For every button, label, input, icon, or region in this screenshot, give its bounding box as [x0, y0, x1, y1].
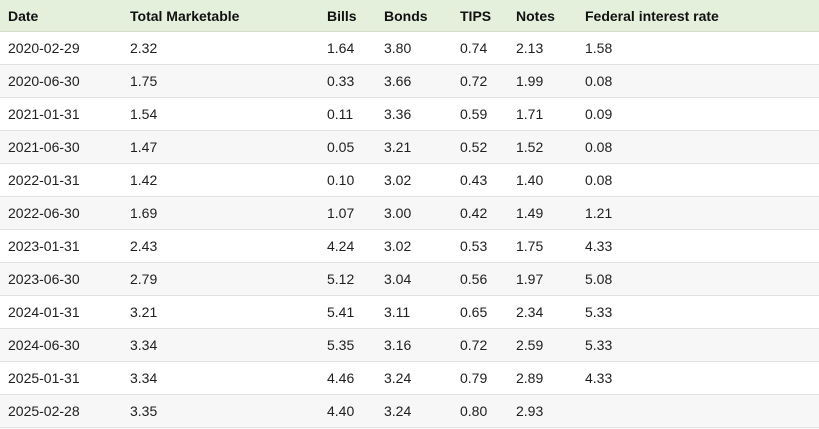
table-row [0, 32, 819, 65]
table-row [0, 65, 819, 98]
value-cell: 1.47 [122, 131, 319, 164]
value-cell: 4.46 [319, 362, 376, 395]
value-cell: 0.09 [577, 98, 819, 131]
value-cell: 1.71 [508, 98, 577, 131]
value-cell: 1.07 [319, 197, 376, 230]
date-cell: 2025-01-31 [0, 362, 122, 395]
value-cell: 1.21 [577, 197, 819, 230]
value-cell: 3.24 [376, 362, 452, 395]
value-cell: 3.80 [376, 32, 452, 65]
table-header [0, 0, 819, 32]
value-cell: 3.36 [376, 98, 452, 131]
value-cell: 2.34 [508, 296, 577, 329]
value-cell: 0.56 [452, 263, 508, 296]
value-cell: 0.08 [577, 164, 819, 197]
column-header-date: Date [0, 0, 122, 32]
date-cell: 2022-06-30 [0, 197, 122, 230]
value-cell: 1.52 [508, 131, 577, 164]
value-cell: 4.40 [319, 395, 376, 428]
table-row [0, 296, 819, 329]
date-cell: 2024-01-31 [0, 296, 122, 329]
value-cell: 3.02 [376, 164, 452, 197]
value-cell: 2.89 [508, 362, 577, 395]
value-cell [577, 395, 819, 428]
column-header-bills: Bills [319, 0, 376, 32]
table-body [0, 32, 819, 428]
value-cell: 0.80 [452, 395, 508, 428]
table-row [0, 164, 819, 197]
value-cell: 5.33 [577, 296, 819, 329]
table-row [0, 263, 819, 296]
value-cell: 2.79 [122, 263, 319, 296]
table-row [0, 131, 819, 164]
value-cell: 1.49 [508, 197, 577, 230]
date-cell: 2020-06-30 [0, 65, 122, 98]
value-cell: 3.24 [376, 395, 452, 428]
column-header-tips: TIPS [452, 0, 508, 32]
value-cell: 2.13 [508, 32, 577, 65]
value-cell: 1.58 [577, 32, 819, 65]
value-cell: 0.65 [452, 296, 508, 329]
value-cell: 3.21 [122, 296, 319, 329]
value-cell: 1.99 [508, 65, 577, 98]
table-row [0, 230, 819, 263]
value-cell: 1.64 [319, 32, 376, 65]
value-cell: 5.33 [577, 329, 819, 362]
value-cell: 0.52 [452, 131, 508, 164]
value-cell: 3.34 [122, 362, 319, 395]
date-cell: 2024-06-30 [0, 329, 122, 362]
value-cell: 2.93 [508, 395, 577, 428]
value-cell: 0.08 [577, 131, 819, 164]
table-header-row [0, 0, 819, 32]
value-cell: 1.42 [122, 164, 319, 197]
value-cell: 3.11 [376, 296, 452, 329]
value-cell: 3.34 [122, 329, 319, 362]
value-cell: 4.24 [319, 230, 376, 263]
value-cell: 0.08 [577, 65, 819, 98]
value-cell: 2.59 [508, 329, 577, 362]
date-cell: 2020-02-29 [0, 32, 122, 65]
value-cell: 1.75 [122, 65, 319, 98]
date-cell: 2021-01-31 [0, 98, 122, 131]
date-cell: 2023-01-31 [0, 230, 122, 263]
table-row [0, 98, 819, 131]
table-row [0, 362, 819, 395]
value-cell: 0.05 [319, 131, 376, 164]
date-cell: 2025-02-28 [0, 395, 122, 428]
value-cell: 0.10 [319, 164, 376, 197]
value-cell: 4.33 [577, 362, 819, 395]
value-cell: 4.33 [577, 230, 819, 263]
column-header-bonds: Bonds [376, 0, 452, 32]
value-cell: 5.08 [577, 263, 819, 296]
date-cell: 2023-06-30 [0, 263, 122, 296]
value-cell: 3.35 [122, 395, 319, 428]
value-cell: 1.40 [508, 164, 577, 197]
value-cell: 0.33 [319, 65, 376, 98]
value-cell: 5.41 [319, 296, 376, 329]
value-cell: 2.32 [122, 32, 319, 65]
column-header-notes: Notes [508, 0, 577, 32]
column-header-federal-interest-rate: Federal interest rate [577, 0, 819, 32]
value-cell: 0.42 [452, 197, 508, 230]
value-cell: 3.21 [376, 131, 452, 164]
table-row [0, 395, 819, 428]
value-cell: 3.02 [376, 230, 452, 263]
value-cell: 1.75 [508, 230, 577, 263]
value-cell: 0.53 [452, 230, 508, 263]
value-cell: 2.43 [122, 230, 319, 263]
table-row [0, 329, 819, 362]
value-cell: 3.00 [376, 197, 452, 230]
table-row [0, 197, 819, 230]
value-cell: 0.74 [452, 32, 508, 65]
value-cell: 3.66 [376, 65, 452, 98]
value-cell: 0.72 [452, 329, 508, 362]
value-cell: 5.35 [319, 329, 376, 362]
value-cell: 0.59 [452, 98, 508, 131]
date-cell: 2022-01-31 [0, 164, 122, 197]
value-cell: 0.43 [452, 164, 508, 197]
value-cell: 1.54 [122, 98, 319, 131]
value-cell: 0.79 [452, 362, 508, 395]
value-cell: 3.04 [376, 263, 452, 296]
value-cell: 1.97 [508, 263, 577, 296]
value-cell: 5.12 [319, 263, 376, 296]
value-cell: 0.72 [452, 65, 508, 98]
value-cell: 0.11 [319, 98, 376, 131]
column-header-total-marketable: Total Marketable [122, 0, 319, 32]
date-cell: 2021-06-30 [0, 131, 122, 164]
value-cell: 3.16 [376, 329, 452, 362]
value-cell: 1.69 [122, 197, 319, 230]
